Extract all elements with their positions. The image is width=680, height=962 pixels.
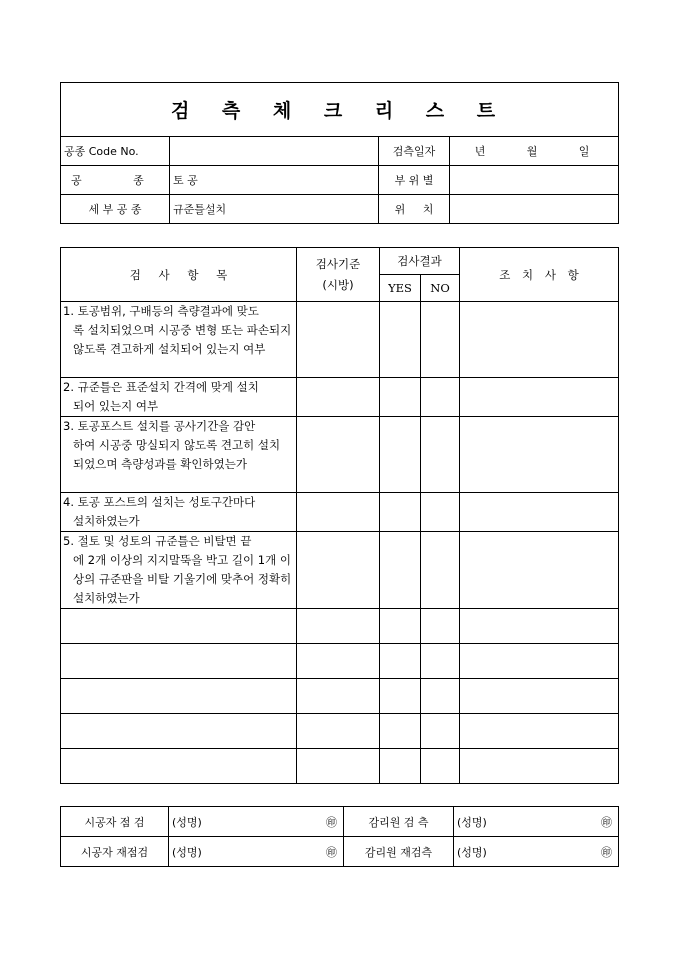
item-5-rest: 에 2개 이상의 지지말뚝을 박고 길이 1개 이상의 규준판을 비탈 기울기에 맞추어 정확히 설치하였는가 bbox=[73, 553, 292, 605]
contractor-check-name: (성명) bbox=[172, 815, 202, 829]
part-label: 부 위 별 bbox=[379, 166, 450, 195]
item-2-yes[interactable] bbox=[380, 378, 421, 417]
contractor-recheck-sign[interactable] bbox=[169, 837, 344, 867]
date-value bbox=[450, 137, 619, 166]
detail-label: 세 부 공 종 bbox=[61, 195, 170, 224]
col-yes-header: YES bbox=[380, 275, 421, 302]
item-2-first: 2. 규준틀은 표준설치 간격에 맞게 설치 bbox=[63, 380, 259, 394]
col-action-header: 조 치 사 항 bbox=[460, 248, 619, 302]
item-1-yes[interactable] bbox=[380, 302, 421, 378]
item-4-rest: 설치하였는가 bbox=[73, 514, 140, 528]
item-2-standard bbox=[297, 378, 380, 417]
checklist-item-4 bbox=[61, 493, 297, 532]
empty-cell[interactable] bbox=[297, 749, 380, 784]
checklist-item-3 bbox=[61, 417, 297, 493]
empty-cell[interactable] bbox=[421, 679, 460, 714]
empty-cell[interactable] bbox=[61, 609, 297, 644]
seal-icon: ㊞ bbox=[601, 815, 612, 829]
empty-cell[interactable] bbox=[61, 644, 297, 679]
supervisor-check-sign[interactable] bbox=[454, 807, 619, 837]
table-row bbox=[61, 609, 619, 644]
col-standard-line1: 검사기준 bbox=[315, 256, 361, 271]
empty-cell[interactable] bbox=[380, 679, 421, 714]
item-3-standard bbox=[297, 417, 380, 493]
item-4-no[interactable] bbox=[421, 493, 460, 532]
item-5-standard bbox=[297, 532, 380, 609]
item-3-rest: 하여 시공중 망실되지 않도록 견고히 설치 되었으며 측량성과를 확인하였는가 bbox=[73, 438, 281, 471]
empty-cell[interactable] bbox=[421, 644, 460, 679]
header-table bbox=[60, 82, 619, 224]
checklist-item-1 bbox=[61, 302, 297, 378]
item-1-rest: 록 설치되었으며 시공중 변형 또는 파손되지 않도록 견고하게 설치되어 있는지 여부 bbox=[73, 323, 292, 356]
empty-cell[interactable] bbox=[61, 679, 297, 714]
empty-cell[interactable] bbox=[297, 714, 380, 749]
col-no-header: NO bbox=[421, 275, 460, 302]
supervisor-recheck-name: (성명) bbox=[457, 845, 487, 859]
location-value bbox=[450, 195, 619, 224]
empty-cell[interactable] bbox=[380, 714, 421, 749]
item-3-first: 3. 토공포스트 설치를 공사기간을 감안 bbox=[63, 419, 256, 433]
date-year: 년 bbox=[474, 145, 486, 158]
empty-cell[interactable] bbox=[460, 679, 619, 714]
detail-value: 규준틀설치 bbox=[170, 195, 379, 224]
item-1-no[interactable] bbox=[421, 302, 460, 378]
supervisor-recheck-sign[interactable] bbox=[454, 837, 619, 867]
work-type-label bbox=[61, 166, 170, 195]
supervisor-check-name: (성명) bbox=[457, 815, 487, 829]
item-4-yes[interactable] bbox=[380, 493, 421, 532]
empty-cell[interactable] bbox=[380, 644, 421, 679]
date-day: 일 bbox=[578, 145, 590, 158]
work-type-label-text: 공 종 bbox=[71, 174, 144, 187]
item-5-no[interactable] bbox=[421, 532, 460, 609]
date-label: 검측일자 bbox=[379, 137, 450, 166]
seal-icon: ㊞ bbox=[601, 845, 612, 859]
col-standard-header bbox=[297, 248, 380, 302]
contractor-recheck-label: 시공자 재점검 bbox=[61, 837, 169, 867]
part-value bbox=[450, 166, 619, 195]
empty-cell[interactable] bbox=[380, 749, 421, 784]
item-1-standard bbox=[297, 302, 380, 378]
item-4-action[interactable] bbox=[460, 493, 619, 532]
item-1-first: 1. 토공범위, 구배등의 측량결과에 맞도 bbox=[63, 304, 259, 318]
empty-cell[interactable] bbox=[460, 609, 619, 644]
item-1-action[interactable] bbox=[460, 302, 619, 378]
location-label: 위 치 bbox=[379, 195, 450, 224]
col-result-header: 검사결과 bbox=[380, 248, 460, 275]
seal-icon: ㊞ bbox=[326, 815, 337, 829]
empty-cell[interactable] bbox=[421, 749, 460, 784]
empty-cell[interactable] bbox=[460, 644, 619, 679]
contractor-check-sign[interactable] bbox=[169, 807, 344, 837]
item-3-no[interactable] bbox=[421, 417, 460, 493]
item-5-first: 5. 절토 및 성토의 규준틀은 비탈면 끝 bbox=[63, 534, 252, 548]
item-2-rest: 되어 있는지 여부 bbox=[73, 399, 159, 413]
signature-table bbox=[60, 806, 619, 867]
empty-cell[interactable] bbox=[460, 714, 619, 749]
item-5-action[interactable] bbox=[460, 532, 619, 609]
empty-cell[interactable] bbox=[460, 749, 619, 784]
page-title: 검 측 체 크 리 스 트 bbox=[61, 83, 619, 137]
empty-cell[interactable] bbox=[61, 714, 297, 749]
empty-cell[interactable] bbox=[297, 609, 380, 644]
contractor-check-label: 시공자 점 검 bbox=[61, 807, 169, 837]
checklist-item-2 bbox=[61, 378, 297, 417]
item-5-yes[interactable] bbox=[380, 532, 421, 609]
item-4-standard bbox=[297, 493, 380, 532]
col-items-header: 검 사 항 목 bbox=[61, 248, 297, 302]
work-type-value: 토 공 bbox=[170, 166, 379, 195]
table-row bbox=[61, 749, 619, 784]
checklist-item-5 bbox=[61, 532, 297, 609]
item-3-action[interactable] bbox=[460, 417, 619, 493]
date-month: 월 bbox=[526, 145, 538, 158]
supervisor-recheck-label: 감리원 재검측 bbox=[344, 837, 454, 867]
code-label: 공종 Code No. bbox=[61, 137, 170, 166]
table-row bbox=[61, 714, 619, 749]
empty-cell[interactable] bbox=[380, 609, 421, 644]
empty-cell[interactable] bbox=[297, 679, 380, 714]
item-2-no[interactable] bbox=[421, 378, 460, 417]
supervisor-check-label: 감리원 검 측 bbox=[344, 807, 454, 837]
item-3-yes[interactable] bbox=[380, 417, 421, 493]
checklist-table bbox=[60, 247, 619, 784]
empty-cell[interactable] bbox=[421, 609, 460, 644]
empty-cell[interactable] bbox=[61, 749, 297, 784]
item-4-first: 4. 토공 포스트의 설치는 성토구간마다 bbox=[63, 495, 256, 509]
seal-icon: ㊞ bbox=[326, 845, 337, 859]
empty-cell[interactable] bbox=[297, 644, 380, 679]
item-2-action[interactable] bbox=[460, 378, 619, 417]
contractor-recheck-name: (성명) bbox=[172, 845, 202, 859]
table-row bbox=[61, 679, 619, 714]
code-value bbox=[170, 137, 379, 166]
col-standard-line2: (시방) bbox=[322, 277, 354, 292]
table-row bbox=[61, 644, 619, 679]
empty-cell[interactable] bbox=[421, 714, 460, 749]
